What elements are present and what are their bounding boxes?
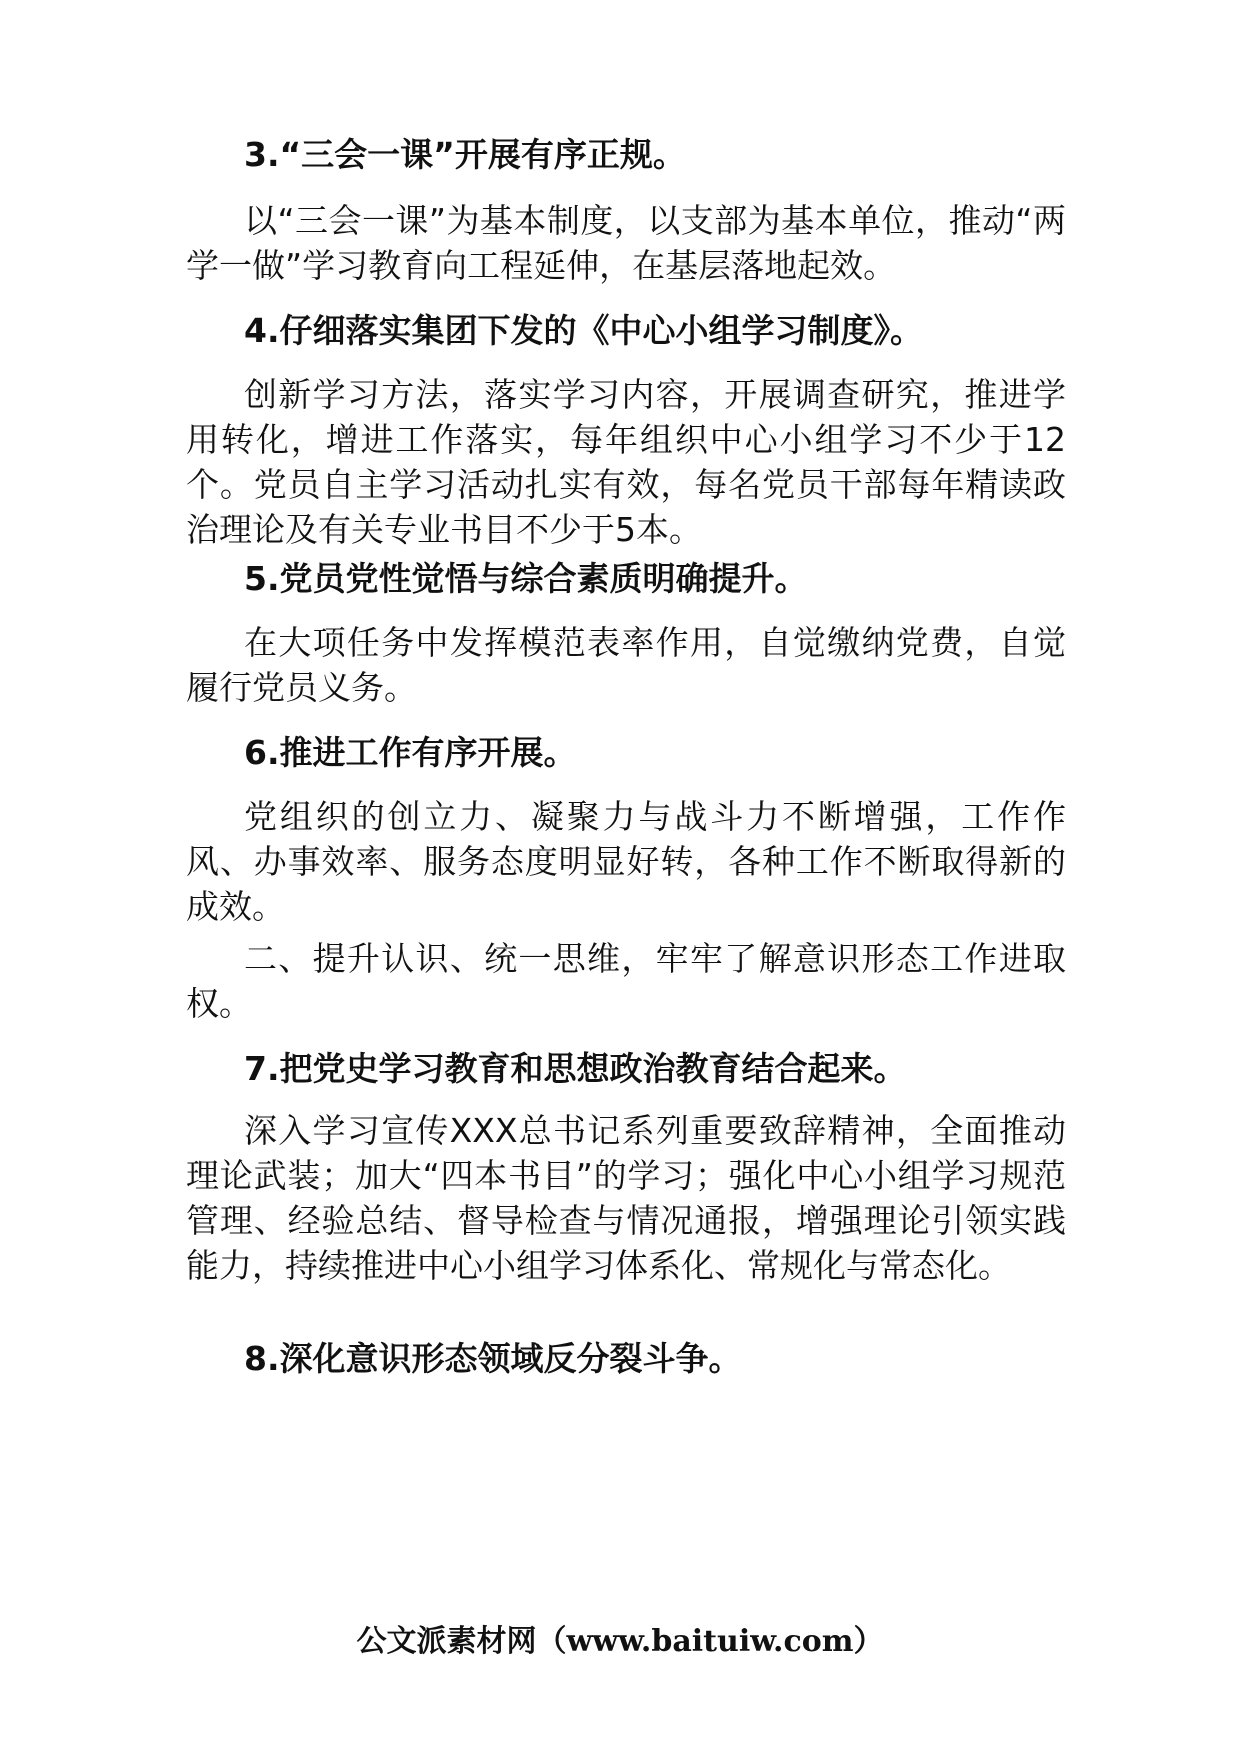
- section-heading-5: 5.党员党性觉悟与综合素质明确提升。: [244, 559, 808, 598]
- section-heading-8: 8.深化意识形态领域反分裂斗争。: [244, 1339, 742, 1378]
- section-heading-4: 4.仔细落实集团下发的《中心小组学习制度》。: [244, 311, 923, 350]
- body-paragraph: 党组织的创立力、凝聚力与战斗力不断增强，工作作风、办事效率、服务态度明显好转，各种工作不断取得新的成效。: [186, 797, 1066, 926]
- body-paragraph: 在大项任务中发挥模范表率作用，自觉缴纳党费，自觉履行党员义务。: [186, 623, 1066, 707]
- footer-watermark: 公文派素材网（www.baituiw.com）: [356, 1624, 884, 1659]
- body-paragraph: 创新学习方法，落实学习内容，开展调查研究，推进学用转化，增进工作落实，每年组织中心小组学习不少于12个。党员自主学习活动扎实有效，每名党员干部每年精读政治理论及有关专业书目不少于5本。: [186, 375, 1066, 549]
- section-heading-7: 7.把党史学习教育和思想政治教育结合起来。: [244, 1049, 907, 1088]
- section-title-2: 二、提升认识、统一思维，牢牢了解意识形态工作进取权。: [186, 939, 1066, 1023]
- section-heading-6: 6.推进工作有序开展。: [244, 733, 577, 772]
- body-paragraph: 深入学习宣传XXX总书记系列重要致辞精神，全面推动理论武装；加大“四本书目”的学习；强化中心小组学习规范管理、经验总结、督导检查与情况通报，增强理论引领实践能力，持续推进中心小组学习体系化、常规化与常态化。: [186, 1111, 1066, 1285]
- body-paragraph: 以“三会一课”为基本制度，以支部为基本单位，推动“两学一做”学习教育向工程延伸，在基层落地起效。: [186, 201, 1066, 285]
- section-heading-3: 3.“三会一课”开展有序正规。: [244, 135, 686, 174]
